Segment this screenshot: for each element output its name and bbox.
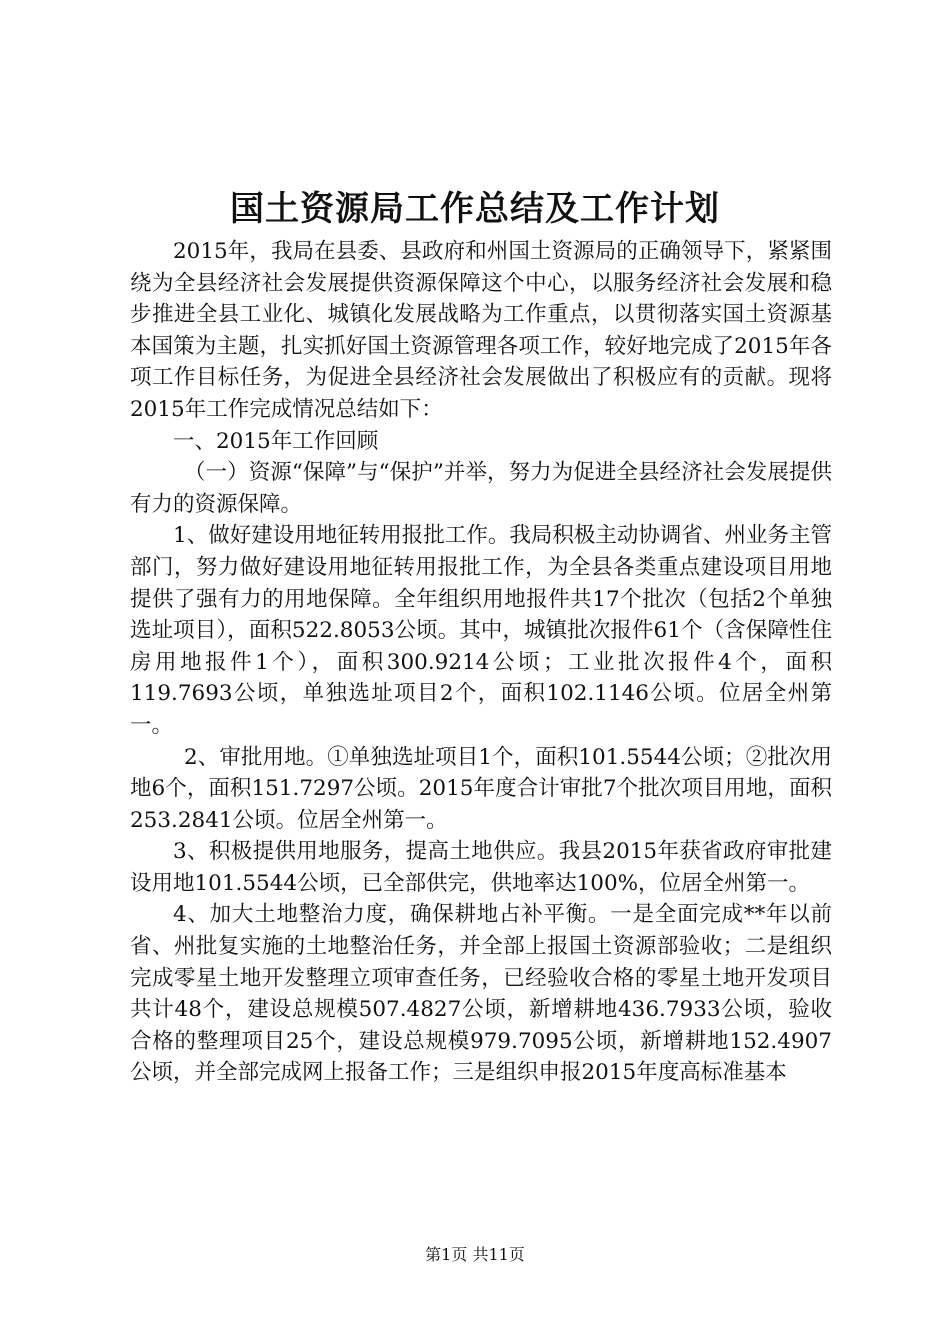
paragraph-item-2: 2、审批用地。①单独选址项目1个，面积101.5544公顷；②批次用地6个，面积151.7297公顷。2015年度合计审批7个批次项目用地，面积253.2841公顷。位居全州第一。 — [130, 744, 832, 833]
page-number-footer: 第1页 共11页 — [425, 1245, 525, 1264]
paragraph-item-3: 3、积极提供用地服务，提高土地供应。我县2015年获省政府审批建设用地101.5544公顷，已全部供完，供地率达100%，位居全州第一。 — [130, 839, 832, 896]
document-title: 国土资源局工作总结及工作计划 — [230, 189, 720, 229]
paragraph-item-4: 4、加大土地整治力度，确保耕地占补平衡。一是全面完成**年以前省、州批复实施的土地整治任务，并全部上报国土资源部验收；二是组织完成零星土地开发整理立项审查任务，已经验收合格的零星土地开发项目共计48个，建设总规模507.4827公顷，新增耕地436.7933公顷，验收合格的整理项目25个，建设总规模979.7095公顷，新增耕地152.4907公顷，并全部完成网上报备工作；三是组织申报2015年度高标准基本 — [130, 902, 832, 1086]
paragraph-intro: 2015年，我局在县委、县政府和州国土资源局的正确领导下，紧紧围绕为全县经济社会发展提供资源保障这个中心，以服务经济社会发展和稳步推进全县工业化、城镇化发展战略为工作重点，以贯彻落实国土资源基本国策为主题，扎实抓好国土资源管理各项工作，较好地完成了2015年各项工作目标任务，为促进全县经济社会发展做出了积极应有的贡献。现将2015年工作完成情况总结如下： — [130, 239, 832, 422]
paragraph-item-1: 1、做好建设用地征转用报批工作。我局积极主动协调省、州业务主管部门，努力做好建设用地征转用报批工作，为全县各类重点建设项目用地提供了强有力的用地保障。全年组织用地报件共17个批次（包括2个单独选址项目），面积522.8053公顷。其中，城镇批次报件61个（含保障性住房用地报件1个），面积300.9214公顷；工业批次报件4个，面积119.7693公顷，单独选址项目2个，面积102.1146公顷。位居全州第一。 — [130, 523, 832, 738]
subsection-heading-resources: （一）资源“保障”与“保护”并举，努力为促进全县经济社会发展提供有力的资源保障。 — [130, 460, 832, 517]
document-body — [130, 236, 832, 1089]
section-heading-review: 一、2015年工作回顾 — [173, 428, 379, 454]
